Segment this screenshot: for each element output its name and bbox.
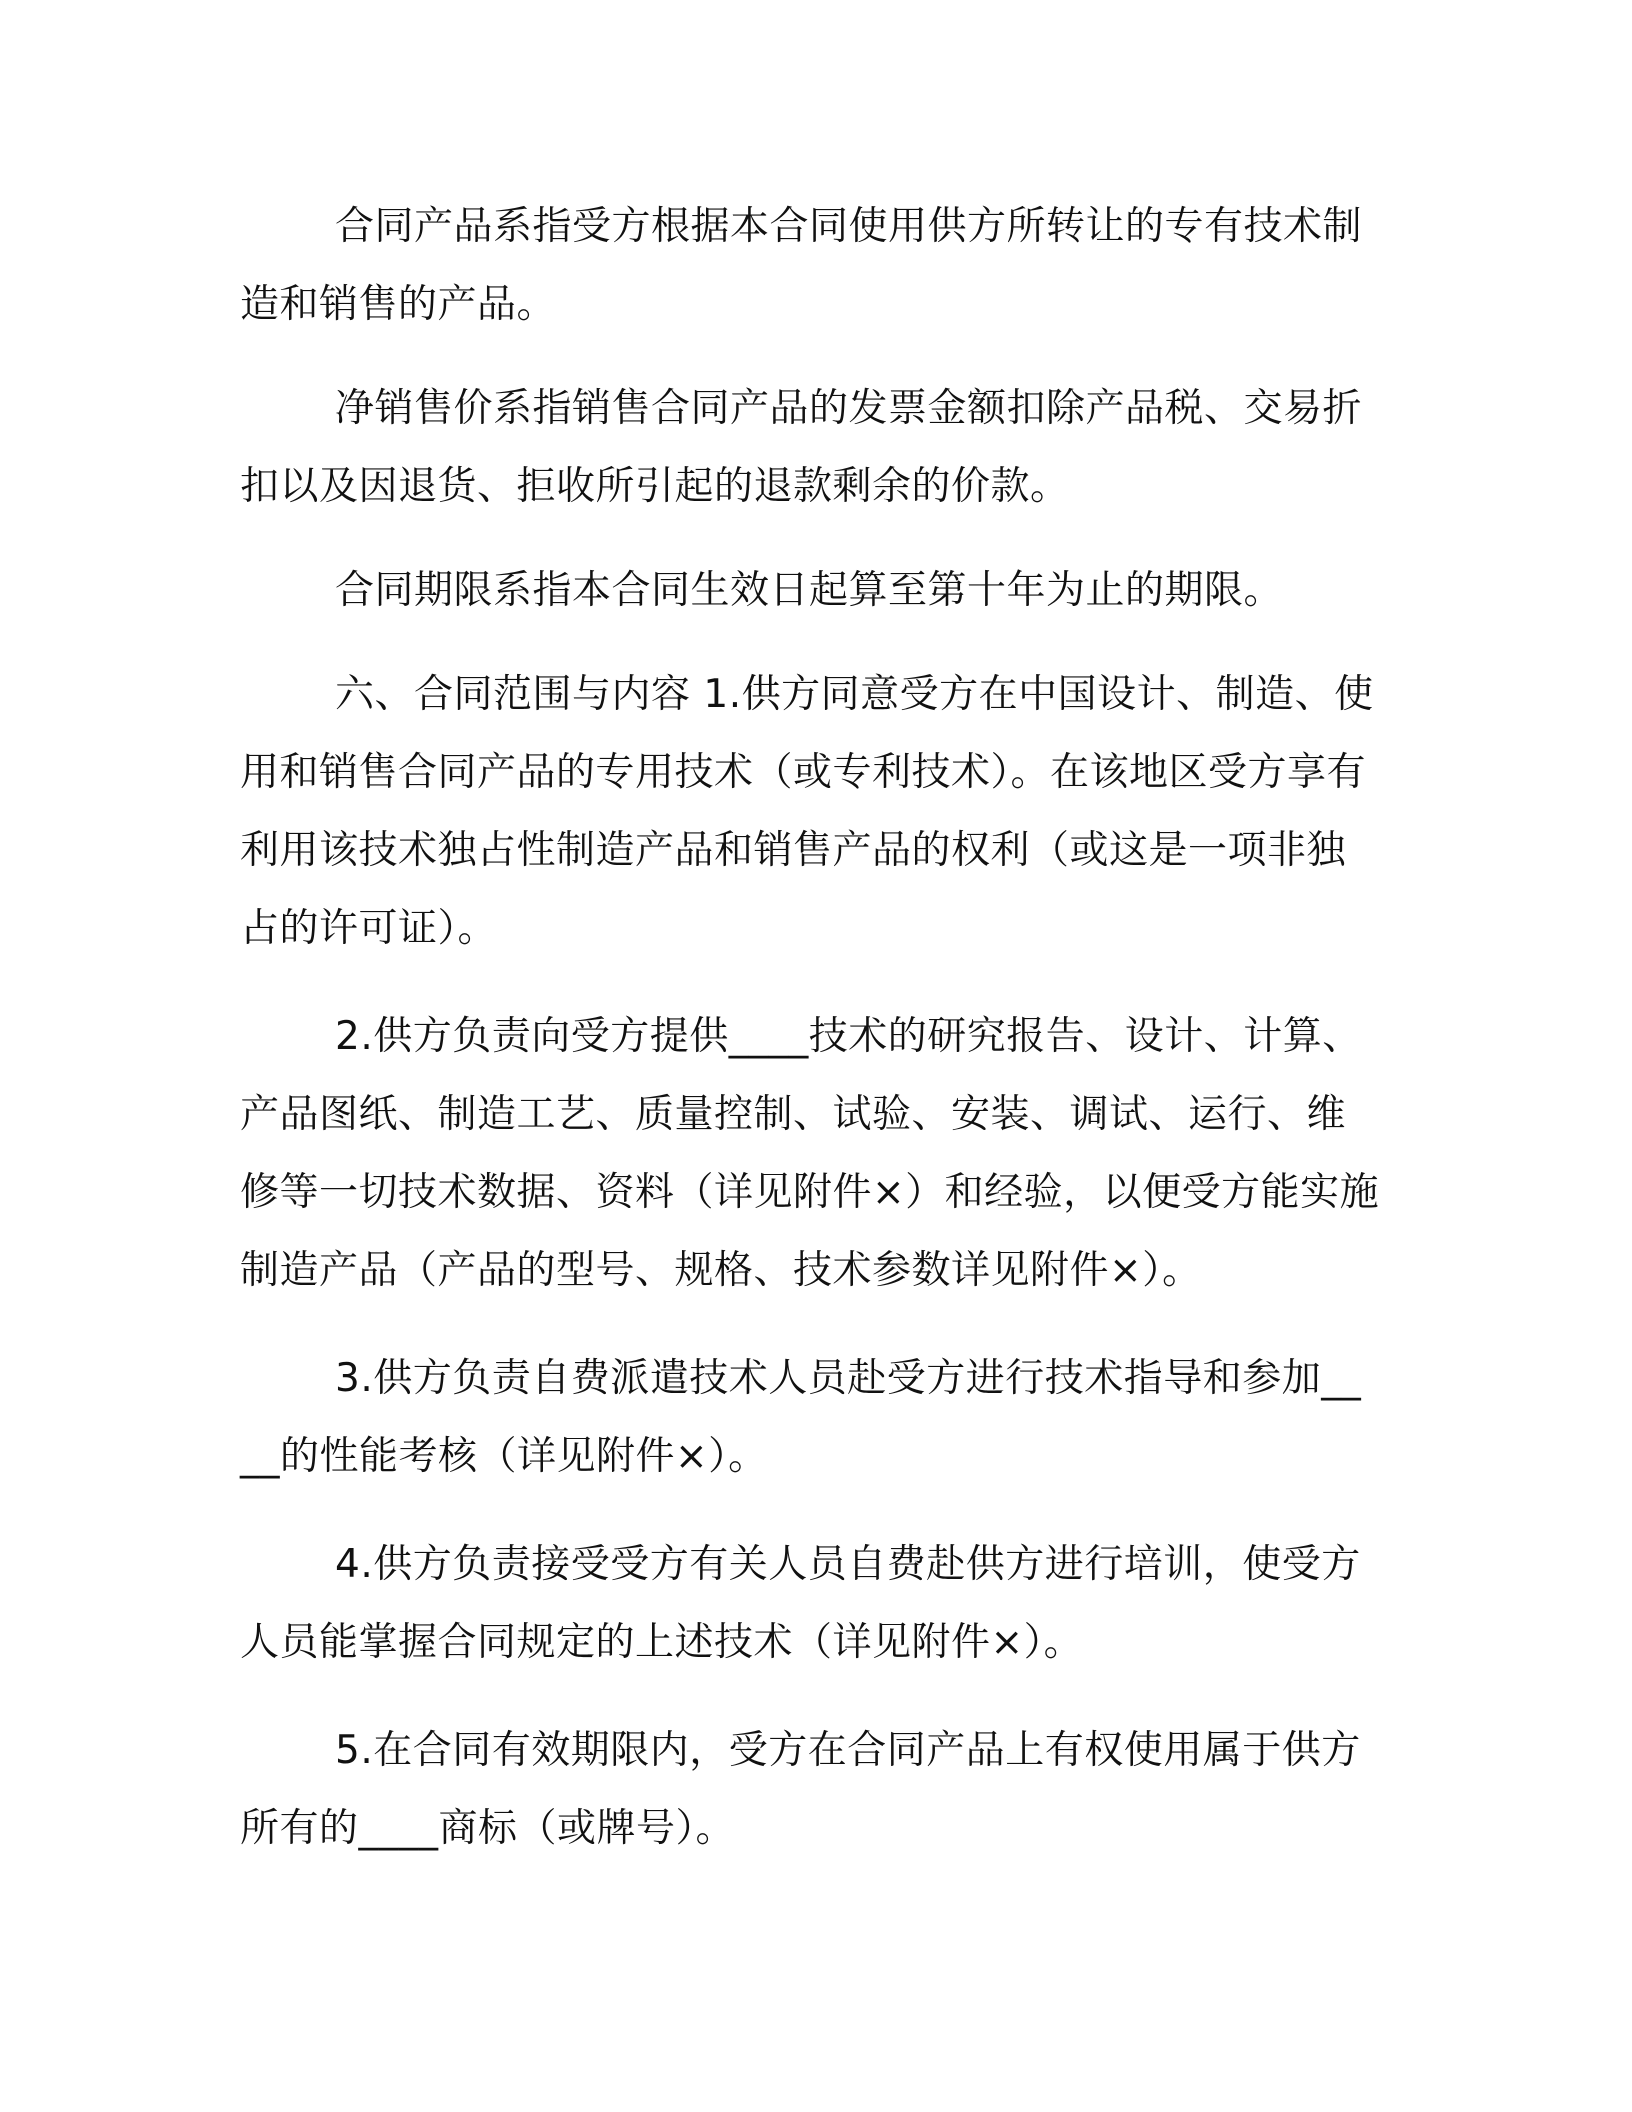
paragraph-item-3: 3.供方负责自费派遣技术人员赴受方进行技术指导和参加____的性能考核（详见附件×）。: [240, 1356, 1362, 1479]
paragraph-net-sales-price: 净销售价系指销售合同产品的发票金额扣除产品税、交易折扣以及因退货、拒收所引起的退款剩余的价款。: [240, 386, 1363, 509]
paragraph-item-4: 4.供方负责接受受方有关人员自费赴供方进行培训，使受方人员能掌握合同规定的上述技术（详见附件×）。: [240, 1542, 1361, 1665]
paragraph-contract-product: 合同产品系指受方根据本合同使用供方所转让的专有技术制造和销售的产品。: [240, 204, 1363, 327]
paragraph-section-six-scope: 六、合同范围与内容 1.供方同意受方在中国设计、制造、使用和销售合同产品的专用技术（或专利技术）。在该地区受方享有利用该技术独占性制造产品和销售产品的权利（或这是一项非独占的许可证）。: [240, 672, 1374, 951]
paragraph-item-2: 2.供方负责向受方提供____技术的研究报告、设计、计算、产品图纸、制造工艺、质量控制、试验、安装、调试、运行、维修等一切技术数据、资料（详见附件×）和经验，以便受方能实施制造产品（产品的型号、规格、技术参数详见附件×）。: [240, 1014, 1380, 1293]
paragraph-contract-term: 合同期限系指本合同生效日起算至第十年为止的期限。: [335, 568, 1284, 613]
paragraph-item-5: 5.在合同有效期限内，受方在合同产品上有权使用属于供方所有的____商标（或牌号）。: [240, 1728, 1361, 1851]
document-body: [240, 188, 1380, 1868]
